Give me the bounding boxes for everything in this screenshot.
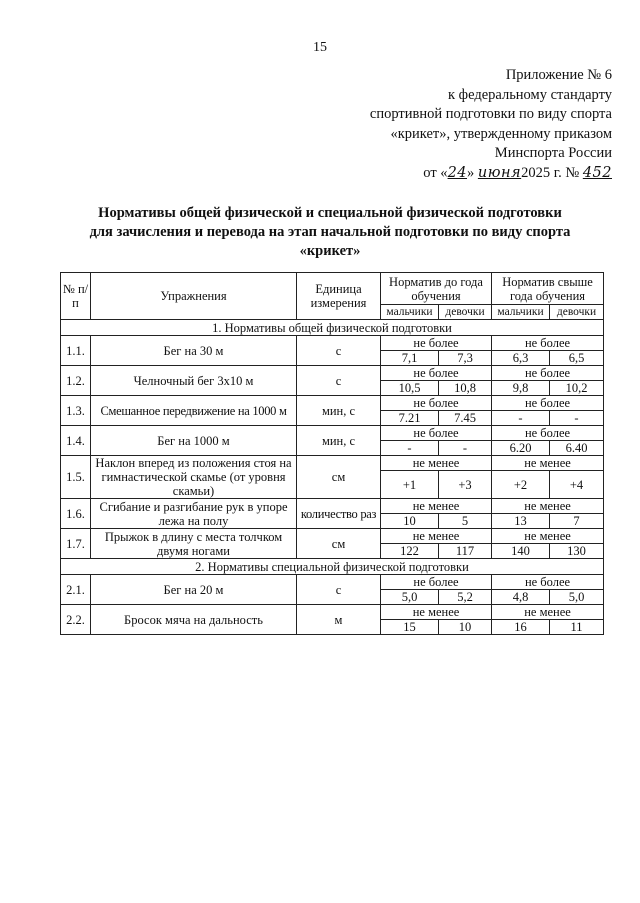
row-cond-before: не менее [381, 605, 492, 620]
date-sep: » [467, 164, 475, 181]
value-cell: +1 [381, 471, 439, 499]
row-exercise: Бег на 30 м [91, 336, 297, 366]
value-cell: 10 [381, 514, 439, 529]
value-cell: 6,3 [492, 351, 550, 366]
value-cell: - [381, 441, 439, 456]
row-cond-before: не более [381, 366, 492, 381]
row-num: 1.5. [61, 456, 91, 499]
row-cond-after: не более [492, 426, 604, 441]
row-num: 2.2. [61, 605, 91, 635]
value-cell: - [439, 441, 492, 456]
value-cell: 6.20 [492, 441, 550, 456]
header-num: № п/п [61, 273, 91, 320]
row-exercise: Наклон вперед из положения стоя на гимнастической скамье (от уровня скамьи) [91, 456, 297, 499]
row-num: 1.2. [61, 366, 91, 396]
row-cond-before: не менее [381, 529, 492, 544]
table-row [61, 336, 604, 351]
order-number-handwritten: 452 [582, 164, 612, 181]
row-unit: см [297, 456, 381, 499]
value-cell: 13 [492, 514, 550, 529]
row-exercise: Челночный бег 3х10 м [91, 366, 297, 396]
value-cell: 5,2 [439, 590, 492, 605]
row-unit: мин, с [297, 426, 381, 456]
row-exercise: Бег на 20 м [91, 575, 297, 605]
value-cell: 7 [550, 514, 604, 529]
header-girls: девочки [550, 305, 604, 320]
row-num: 1.1. [61, 336, 91, 366]
row-unit: мин, с [297, 396, 381, 426]
row-cond-before: не более [381, 396, 492, 411]
value-cell: - [492, 411, 550, 426]
header-exercise: Упражнения [91, 273, 297, 320]
row-cond-after: не более [492, 366, 604, 381]
row-cond-after: не более [492, 396, 604, 411]
row-unit: количество раз [297, 499, 381, 529]
value-cell: 5 [439, 514, 492, 529]
date-prefix: от « [423, 164, 448, 181]
header-boys: мальчики [381, 305, 439, 320]
value-cell: +2 [492, 471, 550, 499]
value-cell: 16 [492, 620, 550, 635]
table-row [61, 456, 604, 471]
value-cell: 140 [492, 544, 550, 559]
value-cell: 7.21 [381, 411, 439, 426]
value-cell: 7,3 [439, 351, 492, 366]
row-cond-after: не более [492, 336, 604, 351]
heading-line: для зачисления и перевода на этап начальной подготовки по виду спорта [89, 224, 571, 240]
value-cell: 10,2 [550, 381, 604, 396]
table-row [61, 366, 604, 381]
section-title: 2. Нормативы специальной физической подготовки [61, 559, 604, 575]
header-after-year: Норматив свыше года обучения [492, 273, 604, 305]
value-cell: 10,8 [439, 381, 492, 396]
row-num: 2.1. [61, 575, 91, 605]
value-cell: 6.40 [550, 441, 604, 456]
row-cond-before: не менее [381, 499, 492, 514]
value-cell: 130 [550, 544, 604, 559]
date-day-handwritten: 24 [447, 164, 468, 181]
section-row [61, 320, 604, 336]
row-exercise: Бросок мяча на дальность [91, 605, 297, 635]
document-heading [60, 204, 600, 261]
row-cond-before: не менее [381, 456, 492, 471]
row-unit: с [297, 575, 381, 605]
value-cell: 122 [381, 544, 439, 559]
appendix-line: спортивной подготовки по виду спорта [369, 106, 612, 122]
row-unit: с [297, 366, 381, 396]
row-exercise: Бег на 1000 м [91, 426, 297, 456]
appendix-date-line [300, 164, 612, 184]
row-cond-after: не менее [492, 529, 604, 544]
row-unit: с [297, 336, 381, 366]
date-month-handwritten: июня [477, 164, 522, 181]
value-cell: 7,1 [381, 351, 439, 366]
value-cell: 15 [381, 620, 439, 635]
row-cond-after: не менее [492, 605, 604, 620]
table-row [61, 396, 604, 411]
row-num: 1.7. [61, 529, 91, 559]
value-cell: +3 [439, 471, 492, 499]
value-cell: 11 [550, 620, 604, 635]
value-cell: 9,8 [492, 381, 550, 396]
page-number: 15 [313, 40, 327, 55]
row-num: 1.4. [61, 426, 91, 456]
table-row [61, 426, 604, 441]
row-exercise: Прыжок в длину с места толчком двумя ногами [91, 529, 297, 559]
value-cell: 117 [439, 544, 492, 559]
value-cell: 7.45 [439, 411, 492, 426]
appendix-block [300, 66, 612, 183]
value-cell: 4,8 [492, 590, 550, 605]
row-unit: см [297, 529, 381, 559]
value-cell: +4 [550, 471, 604, 499]
header-unit: Единица измерения [297, 273, 381, 320]
header-before-year: Норматив до года обучения [381, 273, 492, 305]
heading-line: «крикет» [299, 243, 361, 259]
value-cell: 10,5 [381, 381, 439, 396]
row-cond-before: не более [381, 336, 492, 351]
table-header-row [61, 273, 604, 305]
row-num: 1.3. [61, 396, 91, 426]
value-cell: 5,0 [381, 590, 439, 605]
header-boys: мальчики [492, 305, 550, 320]
norms-table [60, 272, 604, 635]
heading-line: Нормативы общей физической и специальной физической подготовки [98, 205, 562, 221]
value-cell: 6,5 [550, 351, 604, 366]
section-title: 1. Нормативы общей физической подготовки [61, 320, 604, 336]
section-row [61, 559, 604, 575]
value-cell: 5,0 [550, 590, 604, 605]
appendix-line: «крикет», утвержденному приказом [390, 125, 612, 142]
row-exercise: Сгибание и разгибание рук в упоре лежа на полу [91, 499, 297, 529]
table-row [61, 529, 604, 544]
row-cond-before: не более [381, 575, 492, 590]
appendix-line: Минспорта России [494, 145, 612, 161]
row-cond-after: не менее [492, 456, 604, 471]
header-girls: девочки [439, 305, 492, 320]
row-cond-after: не менее [492, 499, 604, 514]
appendix-title: Приложение № 6 [505, 67, 612, 83]
row-cond-before: не более [381, 426, 492, 441]
row-cond-after: не более [492, 575, 604, 590]
row-exercise: Смешанное передвижение на 1000 м [91, 396, 297, 426]
value-cell: - [550, 411, 604, 426]
value-cell: 10 [439, 620, 492, 635]
table-row [61, 605, 604, 620]
table-row [61, 499, 604, 514]
table-row [61, 575, 604, 590]
appendix-line: к федеральному стандарту [448, 86, 612, 103]
row-unit: м [297, 605, 381, 635]
row-num: 1.6. [61, 499, 91, 529]
date-year: 2025 г. № [521, 164, 580, 181]
